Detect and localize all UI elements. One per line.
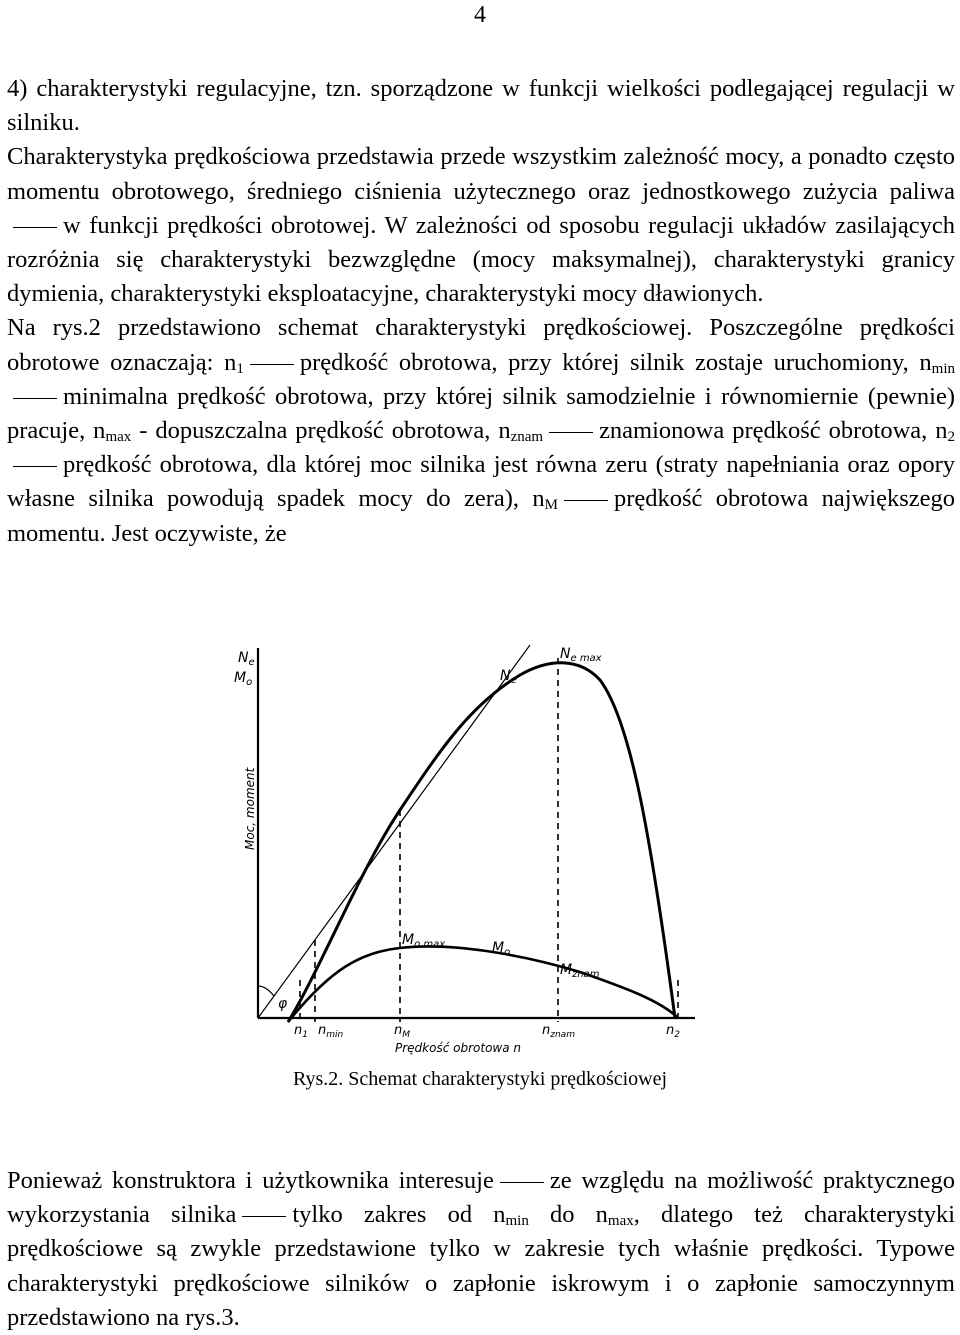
ne-max-label: $N_{e max}$ [560,646,602,664]
tick-nm: $n_M$ [394,1023,411,1040]
paragraph-2 [7,1164,955,1335]
tick-nmin: $n_{min}$ [318,1023,344,1040]
y-axis-label: Moc, moment [243,767,257,850]
figure-caption: Rys.2. Schemat charakterystyki prędkościowej [292,1068,668,1090]
mo-curve-label: $M_o$ [492,940,511,958]
phi-label: φ [278,996,288,1012]
tick-nznam: $n_{znam}$ [542,1023,575,1040]
mo-curve [288,946,678,1022]
angle-arc [258,986,274,996]
speed-characteristic-figure [220,640,700,1060]
figure-diagram [220,640,700,1060]
tick-n2: $n_2$ [666,1023,680,1040]
tick-n1: $n_1$ [294,1023,308,1040]
ne-curve [288,663,675,1022]
paragraph-rys2-intro: Na rys.2 przedstawiono schemat charakterystyki prędkościowej. Poszczególne prędkości obrotowe oznaczają: $n_1$ prędkość obrotowa, przy której silnik zostaje uruchomiony, $n_{min}minimalna$ prędkość obrotowa, przy której silnik samodzielnie i równomiernie (pewnie) pracuje, $n_{max}$ - dopuszczalna prędkość obrotowa, $n_{znam}$ znamionowa prędkość obrotowa, $n_2prędkość$ obrotowa, dla której moc silnika jest równa zeru (straty napełniania oraz opory własne silnika powodują spadek mocy do zera), $n_M$ prędkość obrotowa największego momentu. Jest oczywiste, że [7,314,955,547]
em-dash [13,227,57,228]
tangent-line [258,645,530,1018]
page-number: 4 [474,2,486,28]
mo-max-label: $M_{o max}$ [402,932,446,950]
ne-curve-label: $N_e$ [500,668,517,686]
vertical-guides [300,658,678,1022]
paragraph-1 [7,72,955,551]
mzn-label: $M_{znam}$ [560,962,600,980]
y-label-ne: $N_e$ [238,650,255,668]
list-item-4: 4) charakterystyki regulacyjne, tzn. sporządzone w funkcji wielkości podlegającej regulacji w silniku. [7,75,955,137]
paragraph-conclusion: Ponieważ konstruktora i użytkownika interesuje ze względu na możliwość praktycznego wykorzystania silnika tylko zakres od $n_{min}$ do $n_{max}$, dlatego też charakterystyki prędkościowe są zwykle przedstawione tylko w zakresie tych właśnie prędkości. Typowe charakterystyki prędkościowe silników o zapłonie iskrowym i o zapłonie samoczynnym przedstawiono na rys.3. [7,1167,956,1331]
y-label-mo: $M_o$ [234,670,253,688]
x-axis-label: Prędkość obrotowa n [395,1041,521,1055]
paragraph-speed-characteristic: Charakterystyka prędkościowa przedstawia przede wszystkim zależność mocy, a ponadto często momentu obrotowego, średniego ciśnienia użytecznego oraz jednostkowego zużycia paliwaw funkcji prędkości obrotowej. W zależności od sposobu regulacji układów zasilających rozróżnia się charakterystyki bezwzględne (mocy maksymalnej), charakterystyki granicy dymienia, charakterystyki eksploatacyjne, charakterystyki mocy dławionych. [7,143,955,308]
